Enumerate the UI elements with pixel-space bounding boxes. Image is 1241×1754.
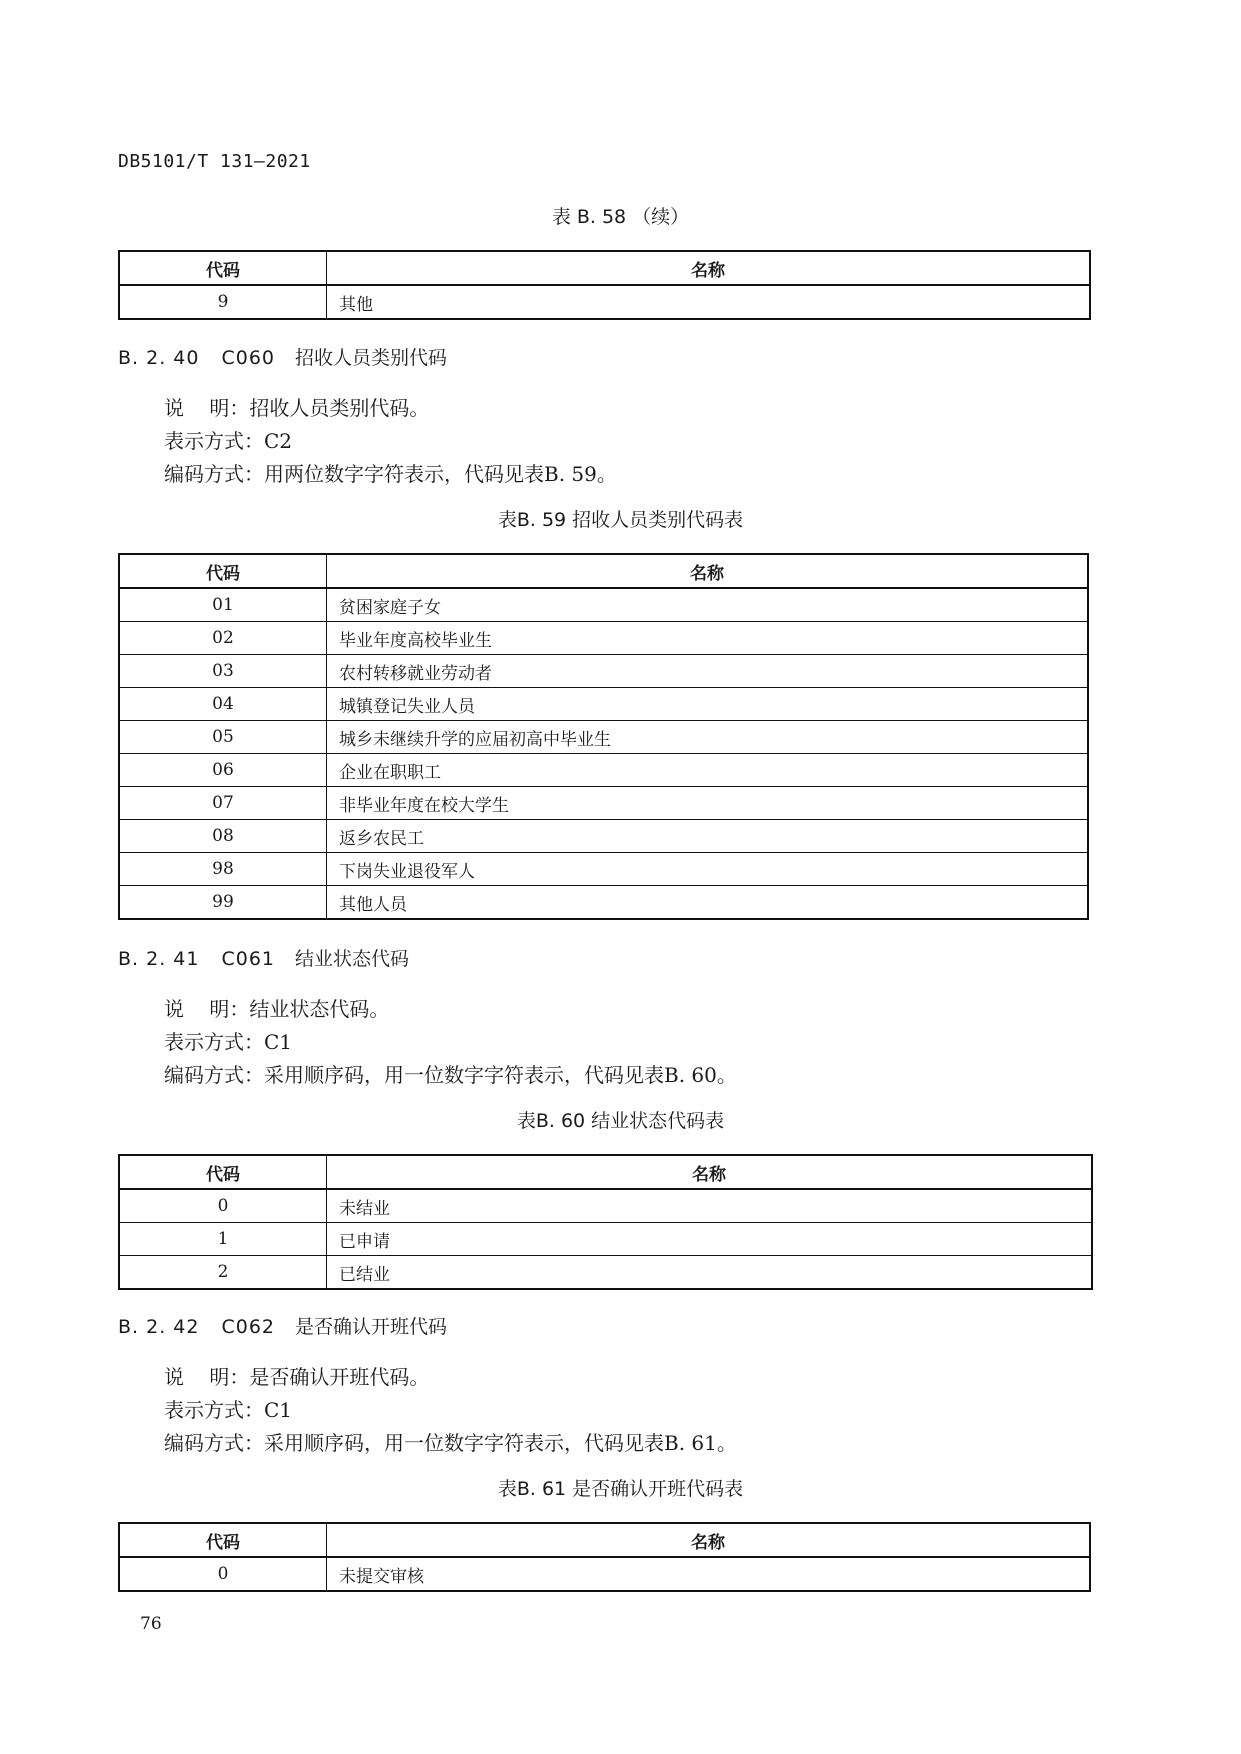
table-row bbox=[119, 853, 1088, 886]
name-cell: 贫困家庭子女 bbox=[327, 588, 1089, 622]
section-title: 结业状态代码 bbox=[295, 948, 410, 970]
name-cell: 返乡农民工 bbox=[327, 820, 1089, 853]
section-code: C061 bbox=[221, 948, 276, 970]
name-cell: 未结业 bbox=[327, 1189, 1093, 1223]
name-cell: 已结业 bbox=[327, 1256, 1093, 1290]
name-cell: 毕业年度高校毕业生 bbox=[327, 622, 1089, 655]
column-header-code: 代码 bbox=[119, 554, 327, 588]
section-heading-b242 bbox=[118, 1312, 447, 1339]
table-b60-caption: 表B. 60 结业状态代码表 bbox=[516, 1110, 725, 1132]
name-cell: 其他人员 bbox=[327, 886, 1089, 920]
table-header-row bbox=[119, 1523, 1090, 1557]
table-b61 bbox=[118, 1522, 1091, 1592]
representation-line: 表示方式：C2 bbox=[164, 429, 293, 453]
column-header-name: 名称 bbox=[327, 1523, 1091, 1557]
table-header-row bbox=[119, 251, 1090, 285]
column-header-code: 代码 bbox=[119, 1523, 327, 1557]
table-b58 bbox=[118, 250, 1091, 320]
table-header-row bbox=[119, 554, 1088, 588]
section-number: B. 2. 42 bbox=[118, 1316, 200, 1338]
description-line: 说 明：结业状态代码。 bbox=[164, 997, 390, 1021]
code-cell: 98 bbox=[119, 853, 327, 886]
table-b59-caption: 表B. 59 招收人员类别代码表 bbox=[497, 509, 744, 531]
table-row bbox=[119, 622, 1088, 655]
section-code: C062 bbox=[221, 1316, 276, 1338]
column-header-name: 名称 bbox=[327, 1155, 1093, 1189]
section-heading-b241 bbox=[118, 944, 409, 971]
column-header-code: 代码 bbox=[119, 1155, 327, 1189]
code-cell: 02 bbox=[119, 622, 327, 655]
code-cell: 2 bbox=[119, 1256, 327, 1290]
representation-line: 表示方式：C1 bbox=[164, 1030, 293, 1054]
column-header-name: 名称 bbox=[327, 251, 1091, 285]
table-row bbox=[119, 721, 1088, 754]
name-cell: 其他 bbox=[327, 285, 1091, 319]
table-row bbox=[119, 1256, 1092, 1290]
column-header-name: 名称 bbox=[327, 554, 1089, 588]
document-id: DB5101/T 131—2021 bbox=[118, 151, 311, 172]
code-cell: 0 bbox=[119, 1189, 327, 1223]
table-row bbox=[119, 820, 1088, 853]
table-header-row bbox=[119, 1155, 1092, 1189]
code-cell: 01 bbox=[119, 588, 327, 622]
description-line: 说 明：是否确认开班代码。 bbox=[164, 1365, 430, 1389]
code-cell: 0 bbox=[119, 1557, 327, 1591]
code-cell: 08 bbox=[119, 820, 327, 853]
name-cell: 下岗失业退役军人 bbox=[327, 853, 1089, 886]
table-row bbox=[119, 754, 1088, 787]
name-cell: 城乡未继续升学的应届初高中毕业生 bbox=[327, 721, 1089, 754]
code-cell: 05 bbox=[119, 721, 327, 754]
section-number: B. 2. 40 bbox=[118, 347, 200, 369]
code-cell: 06 bbox=[119, 754, 327, 787]
section-title: 招收人员类别代码 bbox=[295, 347, 448, 369]
table-row bbox=[119, 787, 1088, 820]
table-b59 bbox=[118, 553, 1089, 920]
section-number: B. 2. 41 bbox=[118, 948, 200, 970]
table-row bbox=[119, 285, 1090, 319]
description-line: 说 明：招收人员类别代码。 bbox=[164, 396, 430, 420]
section-code: C060 bbox=[221, 347, 276, 369]
code-cell: 03 bbox=[119, 655, 327, 688]
name-cell: 农村转移就业劳动者 bbox=[327, 655, 1089, 688]
code-cell: 07 bbox=[119, 787, 327, 820]
table-b60 bbox=[118, 1154, 1093, 1290]
table-b58-caption: 表 B. 58 （续） bbox=[551, 206, 690, 228]
table-row bbox=[119, 655, 1088, 688]
table-row bbox=[119, 886, 1088, 920]
column-header-code: 代码 bbox=[119, 251, 327, 285]
name-cell: 未提交审核 bbox=[327, 1557, 1091, 1591]
encoding-line: 编码方式：采用顺序码，用一位数字字符表示，代码见表B. 60。 bbox=[164, 1063, 737, 1087]
code-cell: 9 bbox=[119, 285, 327, 319]
table-row bbox=[119, 1189, 1092, 1223]
representation-line: 表示方式：C1 bbox=[164, 1398, 293, 1422]
table-b61-caption: 表B. 61 是否确认开班代码表 bbox=[497, 1478, 744, 1500]
section-heading-b240 bbox=[118, 343, 447, 370]
encoding-line: 编码方式：用两位数字字符表示，代码见表B. 59。 bbox=[164, 462, 617, 486]
page-number: 76 bbox=[140, 1614, 162, 1634]
code-cell: 04 bbox=[119, 688, 327, 721]
table-row bbox=[119, 688, 1088, 721]
name-cell: 企业在职职工 bbox=[327, 754, 1089, 787]
table-row bbox=[119, 1557, 1090, 1591]
encoding-line: 编码方式：采用顺序码，用一位数字字符表示，代码见表B. 61。 bbox=[164, 1431, 737, 1455]
name-cell: 非毕业年度在校大学生 bbox=[327, 787, 1089, 820]
table-row bbox=[119, 588, 1088, 622]
code-cell: 99 bbox=[119, 886, 327, 920]
table-row bbox=[119, 1223, 1092, 1256]
code-cell: 1 bbox=[119, 1223, 327, 1256]
name-cell: 城镇登记失业人员 bbox=[327, 688, 1089, 721]
section-title: 是否确认开班代码 bbox=[295, 1316, 448, 1338]
name-cell: 已申请 bbox=[327, 1223, 1093, 1256]
